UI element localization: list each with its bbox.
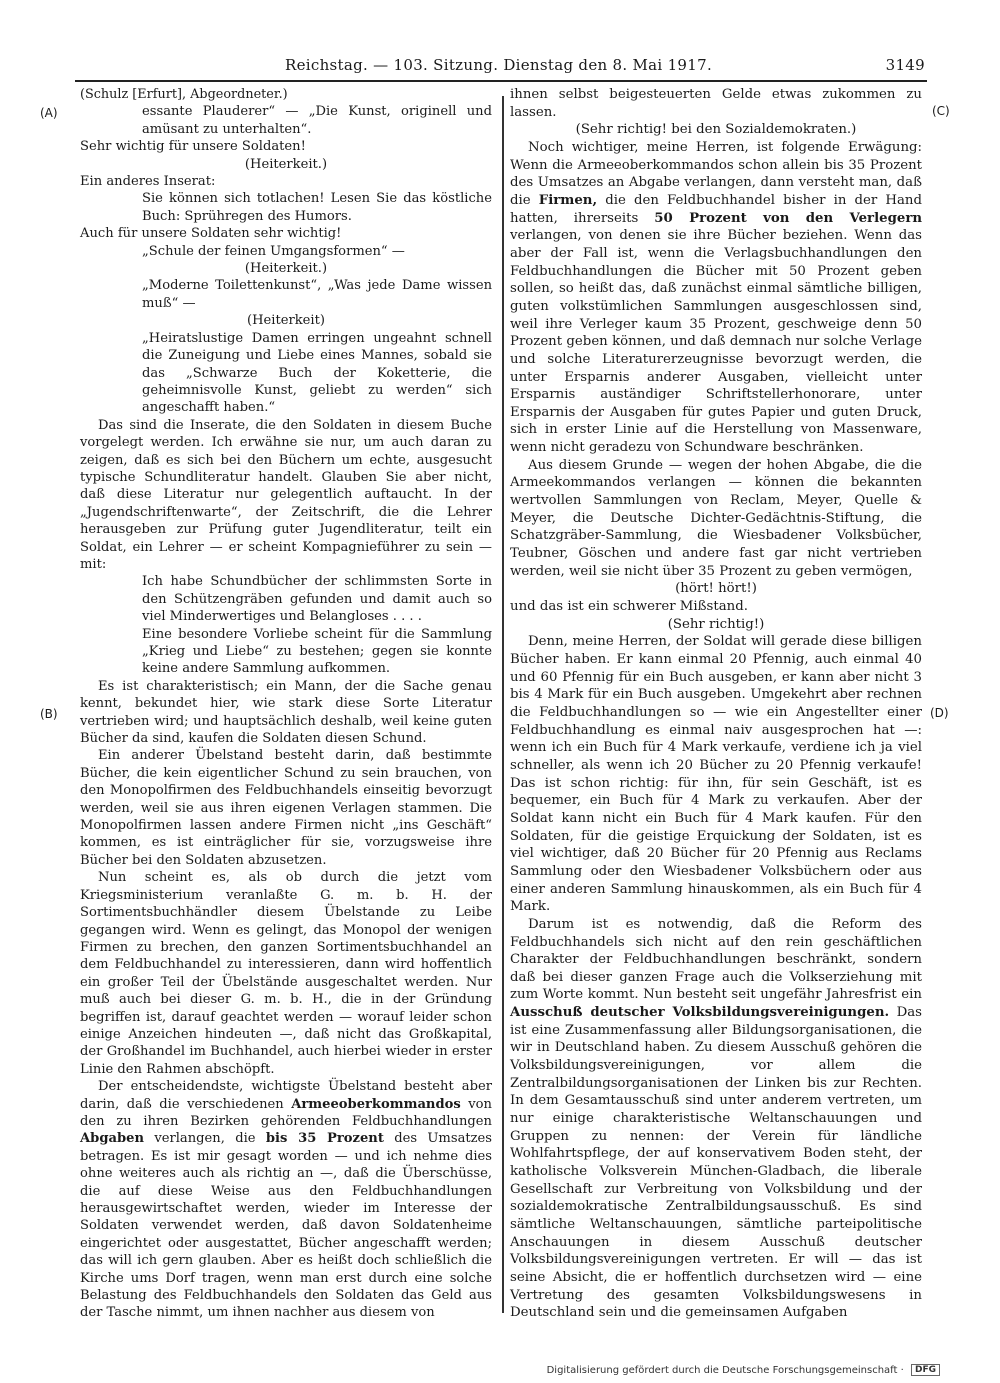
footer-credit [547, 1364, 940, 1376]
paragraph: Das sind die Inserate, die den Soldaten in diesem Buche vorgelegt werden. Ich erwähne sie nur, um auch daran zu zeigen, daß es sich bei den Büchern um echte, ausgesucht typische Schundliteratur handelt. Glauben Sie aber nicht, daß diese Literatur nur gelegentlich auftaucht. In der „Jugendschriftenwarte“, der Zeitschrift, die die Lehrer herausgeben zur Prüfung guter Jugendliteratur, teilt ein Soldat, ein Lehrer — er scheint Kompagnieführer zu sein — mit: [80, 417, 492, 572]
interjection: (Sehr richtig! bei den Sozialdemokraten.) [575, 122, 857, 138]
interjection: (Heiterkeit.) [244, 156, 328, 172]
running-title: Reichstag. — 103. Sitzung. Dienstag den 8. Mai 1917. [285, 56, 713, 74]
paragraph: Es ist charakteristisch; ein Mann, der die Sache genau kennt, bekundet hier, wie stark diese Sorte Literatur vertrieben wird; und hauptsächlich deshalb, weil keine guten Bücher da sind, kaufen die Soldaten diesen Schund. [80, 678, 492, 747]
margin-marker-d: (D) [930, 706, 949, 720]
text-run: Der entscheidendste, wichtigste Übelstand besteht aber darin, daß die verschiedenen [80, 1079, 492, 1112]
text-run: des Umsatzes betragen. Es ist mir gesagt worden — und ich nehme dies ohne weiteres auch als richtig an —, daß die Überschüsse, die auf diese Weise aus den Feldbuchhandlungen herausgewirtschaftet werden, wieder im Interesse der Soldaten verwendet werden, daß davon Soldatenheime eingerichtet oder ausgestattet, Bücher angeschafft werden; das will ich gern glauben. Aber es heißt doch schließlich die Kirche ums Dorf tragen, wenn man erst durch eine solche Belastung des Feldbuchhandels den Soldaten das Geld aus der Tasche nimmt, um ihnen nachher aus diesem von [80, 1131, 493, 1321]
bold-term: Ausschuß deutscher Volksbildungsvereinigungen. [510, 1005, 890, 1021]
interjection: (Heiterkeit.) [244, 261, 328, 277]
margin-marker-c: (C) [932, 104, 950, 118]
bold-term: Armeeoberkommandos [291, 1096, 461, 1112]
text-line: Auch für unsere Soldaten sehr wichtig! [80, 226, 342, 242]
text-line: Sehr wichtig für unsere Soldaten! [80, 139, 306, 155]
bold-term: bis 35 Prozent [265, 1131, 384, 1147]
quote-line: „Schule der feinen Umgangsformen“ — [142, 243, 405, 259]
speaker-line: (Schulz [Erfurt], Abgeordneter.) [80, 87, 288, 102]
footer-text: Digitalisierung gefördert durch die Deutsche Forschungsgemeinschaft · [546, 1365, 904, 1376]
header-rule [75, 80, 927, 82]
text-run: die den Feldbuchhandel bisher in der Hand hatten, ihrerseits [510, 192, 922, 226]
paragraph: Denn, meine Herren, der Soldat will gerade diese billigen Bücher haben. Er kann einmal 20 Pfennig, auch einmal 40 und 60 Pfennig für ein Buch ausgeben, er kann aber nicht 3 bis 4 Mark für ein Buch ausgeben. Umgekehrt aber rechnen die Feldbuchhandlungen so — wie ein Angestellter einer Feldbuchhandlung es einmal naiv ausgesprochen hat —: wenn ich ein Buch für 4 Mark verkaufe, verdiene ich ja viel schneller, als wenn ich 20 Bücher zu 20 Pfennig verkaufe! Das ist schon richtig: für ihn, für sein Geschäft, ist es bequemer, ein Buch für 4 Mark zu verkaufen. Aber der Soldat kann nicht ein Buch für 4 Mark kaufen. Für den Soldaten, für die geistige Erquickung der Soldaten, ist es viel wichtiger, daß 20 Bücher für 20 Pfennig aus Reclams Sammlung oder den Wiesbadener Volksbüchern oder aus einer anderen Sammlung hinauskommen, als ein Buch für 4 Mark. [510, 634, 922, 915]
column-divider [502, 96, 504, 1313]
interjection: (Sehr richtig!) [667, 616, 765, 632]
paragraph [80, 1078, 492, 1322]
quote-line: Sie können sich totlachen! Lesen Sie das köstliche Buch: Sprühregen des Humors. [142, 191, 492, 224]
quote-block: „Heiratslustige Damen erringen ungeahnt schnell die Zuneigung und Liebe eines Mannes, sobald sie das „Schwarze Buch der Koketterie, die geheimnisvolle Kunst, geliebt zu werden“ sich angeschafft haben.“ [142, 330, 492, 416]
left-column [80, 86, 492, 1322]
running-header [75, 56, 925, 78]
quote-block: Ich habe Schundbücher der schlimmsten Sorte in den Schützengräben gefunden und damit auch so viel Minderwertiges und Belangloses . . . . [142, 574, 492, 625]
text-run: Das ist eine Zusammenfassung aller Bildungsorganisationen, die wir in Deutschland haben. Zu diesem Ausschuß gehören die Volksbildungsvereinigungen, vor allem die Zentralbildungsorganisationen der Linken bis zur Rechten. In dem Gesamtausschuß sind unter anderem vertreten, um nur einige charakteristische Weltanschauungen und Gruppen zu nennen: der Verein für ländliche Wohlfahrtspflege, der auf konservativem Boden steht, der katholische Volksverein München-Gladbach, die liberale Gesellschaft zur Verbreitung von Volksbildung und der sozialdemokratische Zentralbildungsausschuß. Es sind sämtliche Weltanschauungen, sämtliche parteipolitische Anschauungen in diesem Ausschuß deutscher Volksbildungsvereinigungen vertreten. Er will — das ist seine Absicht, die er hoffentlich durchsetzen wird — eine Vertretung des gesamten Volksbildungswesens in Deutschland sein und die gemeinsamen Aufgaben [510, 1005, 922, 1321]
text-run: von den zu ihren Bezirken gehörenden Feldbuchhandlungen [80, 1096, 492, 1129]
text-line: und das ist ein schwerer Mißstand. [510, 599, 748, 615]
text-run: verlangen, die [154, 1131, 256, 1147]
text-line: ihnen selbst beigesteuerten Gelde etwas zukommen zu lassen. [510, 87, 922, 120]
bold-term: Firmen, [538, 192, 598, 208]
bold-term: Abgaben [80, 1131, 144, 1147]
text-run: Darum ist es notwendig, daß die Reform des Feldbuchhandels sich nicht auf den rein geschäftlichen Charakter der Feldbuchhandlungen beschränkt, sondern daß bei dieser ganzen Frage auch die Volkserziehung mit zum Worte kommt. Nun besteht seit ungefähr Jahresfrist ein [510, 916, 922, 1003]
bold-term: 50 Prozent von den Verlegern [654, 210, 923, 226]
paragraph [510, 139, 922, 457]
interjection: (Heiterkeit) [247, 313, 325, 329]
right-column [510, 86, 922, 1322]
text-run: verlangen, von denen sie ihre Bücher beziehen. Wenn das aber der Fall ist, wenn die Verlagsbuchhandlungen den Feldbuchhandlungen die Bücher mit 50 Prozent geben sollen, so heißt das, daß zunächst einmal sämtliche billigen, guten volkstümlichen Sammlungen ausgeschlossen sind, weil ihre Verleger kaum 35 Prozent, geschweige denn 50 Prozent geben können, und daß demnach nur solche Verlage und solche Literaturerzeugnisse bevorzugt werden, die unter Ersparnis anderer Ausgaben, vielleicht unter Ersparnis auständiger Schriftstellerhonorare, unter Ersparnis der Ausgaben für gutes Papier und guten Druck, sich in erster Linie auf die Herstellung von Massenware, wenn nicht geradezu von Schundware beschränken. [510, 228, 922, 456]
interjection: (hört! hört!) [675, 581, 757, 597]
margin-marker-b: (B) [40, 707, 58, 721]
paragraph: Nun scheint es, als ob durch die jetzt vom Kriegsministerium veranlaßte G. m. b. H. der Sortimentsbuchhändler diesem Übelstande zu Leibe gegangen wird. Wenn es gelingt, das Monopol der wenigen Firmen zu brechen, den ganzen Sortimentsbuchhandel an dem Feldbuchhandel zu interessieren, dann wird hoffentlich ein großer Teil der Übelstände ausgeschaltet werden. Nur muß auch bei dieser G. m. b. H., die in der Gründung begriffen ist, darauf geachtet werden — worauf leider schon einige Anzeichen hindeuten —, daß nicht das Großkapital, der Großhandel im Buchhandel, auch hierbei wieder in erster Linie den Rahmen abschöpft. [80, 870, 492, 1077]
page-number: 3149 [885, 56, 925, 74]
text-line: Ein anderes Inserat: [80, 174, 216, 190]
text-run: Noch wichtiger, meine Herren, ist folgende Erwägung: Wenn die Armeeoberkommandos schon allein bis 35 Prozent des Umsatzes an Abgabe verlangen, dann versteht man, daß die [510, 139, 922, 208]
paragraph: Aus diesem Grunde — wegen der hohen Abgabe, die die Armeekommandos verlangen — können die bekannten wertvollen Sammlungen von Reclam, Meyer, Quelle & Meyer, die Deutsche Dichter-Gedächtnis-Stiftung, die Schatzgräber-Sammlung, die Wiesbadener Volksbücher, Teubner, Göschen und andere fast gar nicht vertrieben werden, weil sie nicht über 35 Prozent zu geben vermögen, [510, 457, 922, 579]
quote-line: essante Plauderer“ — „Die Kunst, originell und amüsant zu unterhalten“. [142, 104, 492, 137]
quote-block: Eine besondere Vorliebe scheint für die Sammlung „Krieg und Liebe“ zu bestehen; gegen sie konnte keine andere Sammlung aufkommen. [142, 626, 492, 677]
paragraph: Ein anderer Übelstand besteht darin, daß bestimmte Bücher, die kein eigentlicher Schund zu sein brauchen, von den Monopolfirmen des Feldbuchhandels einseitig bevorzugt werden, weil sie aus ihren eigenen Verlagen stammen. Die Monopolfirmen lassen andere Firmen nicht „ins Geschäft“ kommen, es ist einträglicher für sie, vorzugsweise ihre Bücher bei den Soldaten abzusetzen. [80, 748, 492, 868]
paragraph [510, 916, 922, 1322]
quote-line: „Moderne Toilettenkunst“, „Was jede Dame wissen muß“ — [142, 278, 492, 311]
margin-marker-a: (A) [40, 106, 58, 120]
dfg-logo-icon: DFG [911, 1364, 940, 1376]
